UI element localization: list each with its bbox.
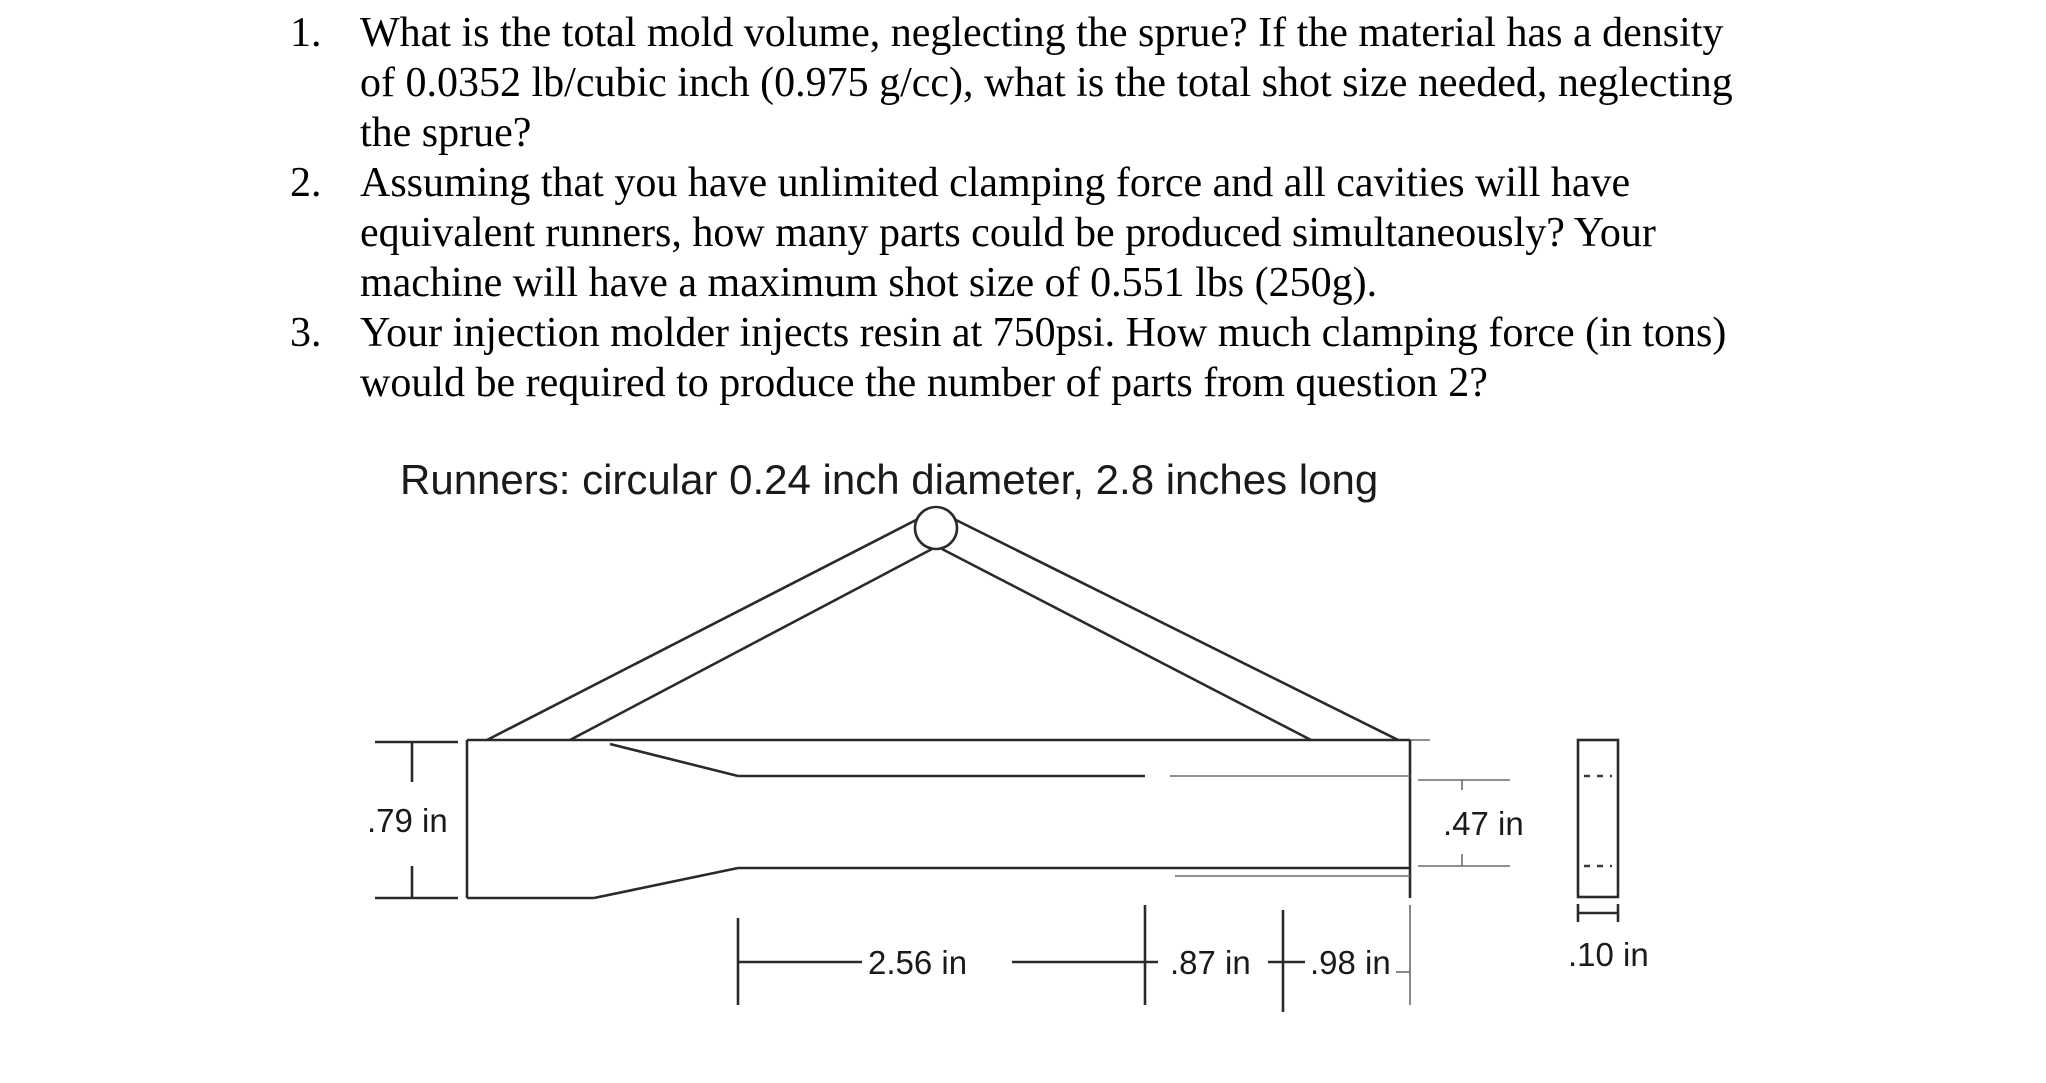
question-number: 2. xyxy=(290,160,322,206)
question-line: equivalent runners, how many parts could be produced simultaneously? Your xyxy=(360,210,1656,256)
diagram-caption: Runners: circular 0.24 inch diameter, 2.8 inches long xyxy=(400,456,1379,503)
dim-label-length-mid: 2.56 in xyxy=(868,944,968,981)
dim-lengths xyxy=(738,905,1410,1012)
question-line: the sprue? xyxy=(360,110,532,156)
question-number: 3. xyxy=(290,310,322,356)
question-line: would be required to produce the number of parts from question 2? xyxy=(360,360,1488,406)
question-line: Your injection molder injects resin at 750psi. How much clamping force (in tons) xyxy=(360,310,1727,356)
dim-label-height-left: .79 in xyxy=(367,802,448,839)
dim-height-left xyxy=(367,742,458,898)
question-line: machine will have a maximum shot size of 0.551 lbs (250g). xyxy=(360,260,1378,306)
runner-left xyxy=(487,519,932,740)
runner-right xyxy=(942,519,1398,740)
question-line: Assuming that you have unlimited clamping force and all cavities will have xyxy=(360,160,1631,206)
question-line: What is the total mold volume, neglecting the sprue? If the material has a density xyxy=(360,10,1724,56)
dim-label-length-end: .98 in xyxy=(1310,944,1391,981)
part-outline xyxy=(467,740,1430,898)
dim-height-right xyxy=(1418,780,1524,866)
side-view xyxy=(1568,740,1649,973)
dim-label-thickness: .10 in xyxy=(1568,936,1649,973)
dim-label-height-right: .47 in xyxy=(1443,805,1524,842)
sprue-circle xyxy=(915,507,957,549)
dim-label-length-taper: .87 in xyxy=(1170,944,1251,981)
question-line: of 0.0352 lb/cubic inch (0.975 g/cc), what is the total shot size needed, neglecting xyxy=(360,60,1733,106)
question-number: 1. xyxy=(290,10,322,56)
